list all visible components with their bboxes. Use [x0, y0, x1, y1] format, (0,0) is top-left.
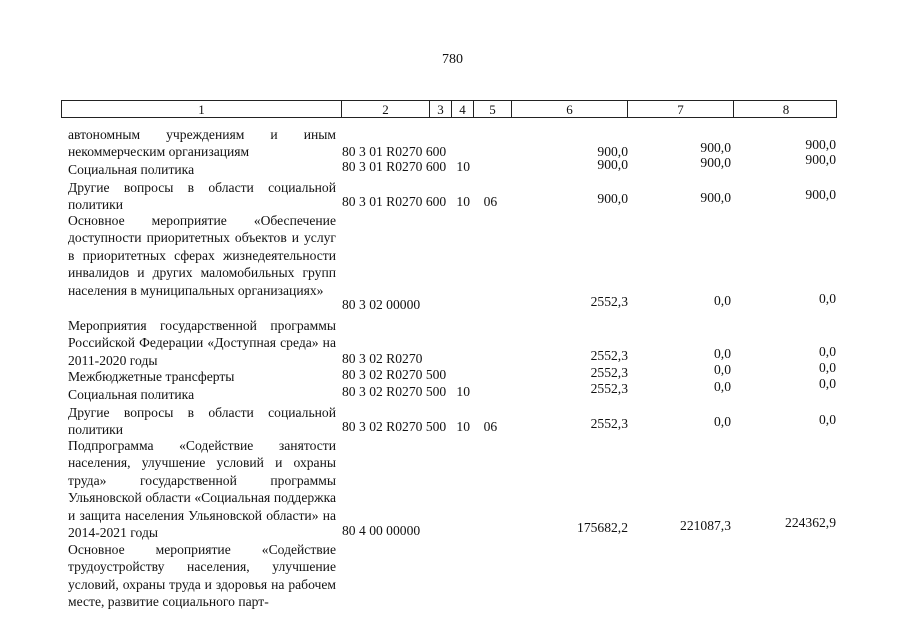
- row-value-col8: 224362,9: [785, 515, 836, 530]
- row-value-col6: 2552,3: [590, 416, 628, 431]
- row-value-col8: 0,0: [819, 376, 836, 391]
- header-col-5: 5: [474, 101, 512, 117]
- row-code: 80 4 00 00000: [342, 523, 421, 538]
- row-code: 80 3 01 R0270 600 10: [342, 159, 471, 174]
- row-description: Основное мероприятие «Содействие трудоустройству населения, улучшение условий, охраны труда и здоровья на рабочем месте, развитие социального парт-: [68, 542, 336, 610]
- row-description: Социальная политика: [68, 162, 195, 177]
- row-description: автономным учреждениям и иным некоммерческим организациям: [68, 127, 336, 160]
- row-value-col7: 900,0: [700, 155, 731, 170]
- row-value-col8: 0,0: [819, 344, 836, 359]
- header-col-1: 1: [62, 101, 342, 117]
- row-code: 80 3 02 R0270: [342, 351, 423, 366]
- row-value-col8: 900,0: [805, 152, 836, 167]
- header-col-7: 7: [628, 101, 734, 117]
- row-value-col6: 2552,3: [590, 365, 628, 380]
- header-col-4: 4: [452, 101, 474, 117]
- header-col-6: 6: [512, 101, 628, 117]
- row-value-col6: 2552,3: [590, 348, 628, 363]
- row-code: 80 3 01 R0270 600: [342, 144, 447, 159]
- header-col-8: 8: [782, 102, 790, 117]
- row-value-col7: 0,0: [714, 379, 731, 394]
- row-value-col7: 0,0: [714, 346, 731, 361]
- row-value-col6: 900,0: [597, 157, 628, 172]
- row-description: Межбюджетные трансферты: [68, 369, 235, 384]
- row-code: 80 3 01 R0270 600 10 06: [342, 194, 498, 209]
- row-value-col8: 0,0: [819, 412, 836, 427]
- row-value-col7: 0,0: [714, 414, 731, 429]
- row-value-col8: 0,0: [819, 360, 836, 375]
- row-value-col7: 221087,3: [680, 518, 731, 533]
- row-value-col7: 900,0: [700, 190, 731, 205]
- table-header: [61, 100, 837, 118]
- row-value-col8: 900,0: [805, 187, 836, 202]
- row-value-col6: 900,0: [597, 144, 628, 159]
- row-value-col7: 0,0: [714, 293, 731, 308]
- row-description: Другие вопросы в области социальной политики: [68, 180, 336, 213]
- page-number: 780: [442, 52, 463, 67]
- row-code: 80 3 02 R0270 500 10: [342, 384, 471, 399]
- row-value-col7: 900,0: [700, 140, 731, 155]
- header-col-2: 2: [342, 101, 430, 117]
- row-value-col6: 2552,3: [590, 294, 628, 309]
- header-col-3: 3: [430, 101, 452, 117]
- row-code: 80 3 02 00000: [342, 297, 421, 312]
- row-description: Мероприятия государственной программы Российской Федерации «Доступная среда» на 2011-2020 годы: [68, 318, 336, 368]
- row-value-col8: 900,0: [805, 137, 836, 152]
- row-value-col6: 175682,2: [577, 520, 628, 535]
- row-value-col8: 0,0: [819, 291, 836, 306]
- row-code: 80 3 02 R0270 500: [342, 367, 447, 382]
- row-description: Другие вопросы в области социальной политики: [68, 405, 336, 438]
- row-code: 80 3 02 R0270 500 10 06: [342, 419, 498, 434]
- row-value-col7: 0,0: [714, 362, 731, 377]
- row-description: Подпрограмма «Содействие занятости населения, улучшение условий и охраны труда» государственной программы Ульяновской области «Социальная поддержка и защита населения Ульяновской области» на 2014-2021 годы: [68, 438, 336, 541]
- row-description: Социальная политика: [68, 387, 195, 402]
- row-value-col6: 900,0: [597, 191, 628, 206]
- row-value-col6: 2552,3: [590, 381, 628, 396]
- row-description: Основное мероприятие «Обеспечение доступности приоритетных объектов и услуг в приоритетных сферах жизнедеятельности инвалидов и других маломобильных групп населения в муниципальных организациях»: [68, 213, 336, 298]
